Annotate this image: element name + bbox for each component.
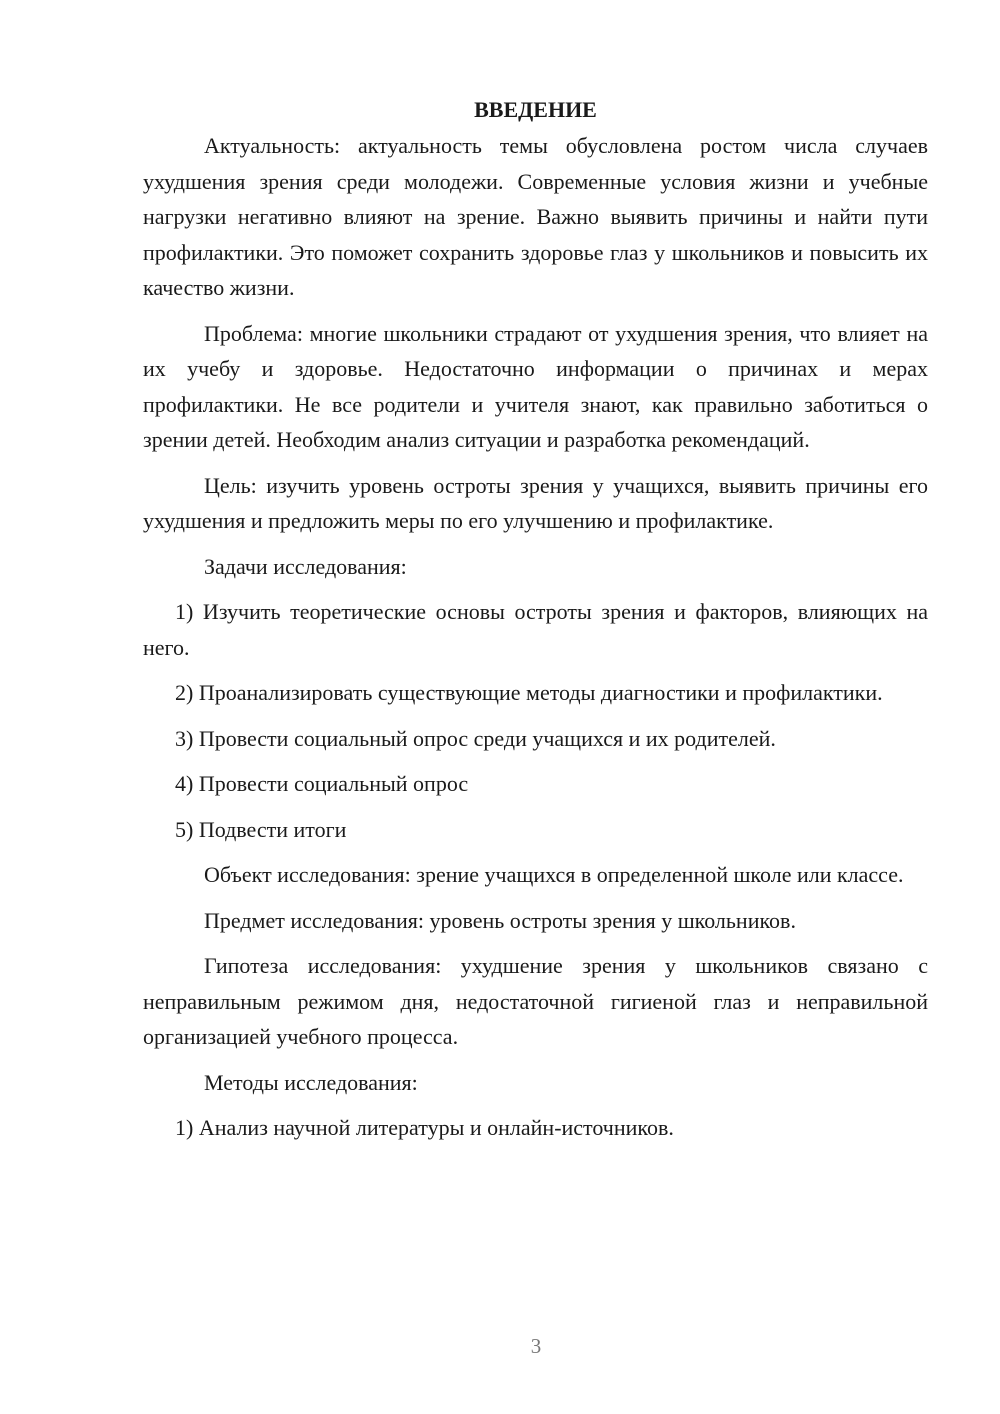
- task-item-4: 4) Провести социальный опрос: [175, 771, 469, 796]
- section-heading: ВВЕДЕНИЕ: [474, 97, 597, 122]
- page-number: 3: [530, 1334, 542, 1358]
- tasks-heading: Задачи исследования:: [204, 553, 407, 579]
- task-item-2: 2) Проанализировать существующие методы диагностики и профилактики.: [175, 680, 883, 705]
- goal-paragraph: Цель: изучить уровень остроты зрения у учащихся, выявить причины его ухудшения и предложить меры по его улучшению и профилактике.: [143, 472, 928, 533]
- problem-paragraph: Проблема: многие школьники страдают от ухудшения зрения, что влияет на их учебу и здоровье. Недостаточно информации о причинах и мерах профилактики. Не все родители и учителя знают, как правильно заботиться о зрении детей. Необходим анализ ситуации и разработка рекомендаций.: [143, 320, 928, 452]
- task-item-1: 1) Изучить теоретические основы остроты зрения и факторов, влияющих на него.: [143, 599, 928, 660]
- object-paragraph: Объект исследования: зрение учащихся в определенной школе или классе.: [204, 862, 904, 887]
- subject-paragraph: Предмет исследования: уровень остроты зрения у школьников.: [204, 907, 796, 933]
- hypothesis-paragraph: Гипотеза исследования: ухудшение зрения у школьников связано с неправильным режимом дня, недостаточной гигиеной глаз и неправильной организацией учебного процесса.: [143, 953, 928, 1049]
- task-item-5: 5) Подвести итоги: [175, 816, 347, 842]
- method-item-1: 1) Анализ научной литературы и онлайн-источников.: [175, 1115, 674, 1140]
- task-item-3: 3) Провести социальный опрос среди учащихся и их родителей.: [175, 725, 776, 751]
- relevance-paragraph: Актуальность: актуальность темы обусловлена ростом числа случаев ухудшения зрения среди молодежи. Современные условия жизни и учебные нагрузки негативно влияют на зрение. Важно выявить причины и найти пути профилактики. Это поможет сохранить здоровье глаз у школьников и повысить их качество жизни.: [143, 133, 928, 300]
- document-page: [143, 92, 928, 1156]
- methods-heading: Методы исследования:: [204, 1069, 418, 1095]
